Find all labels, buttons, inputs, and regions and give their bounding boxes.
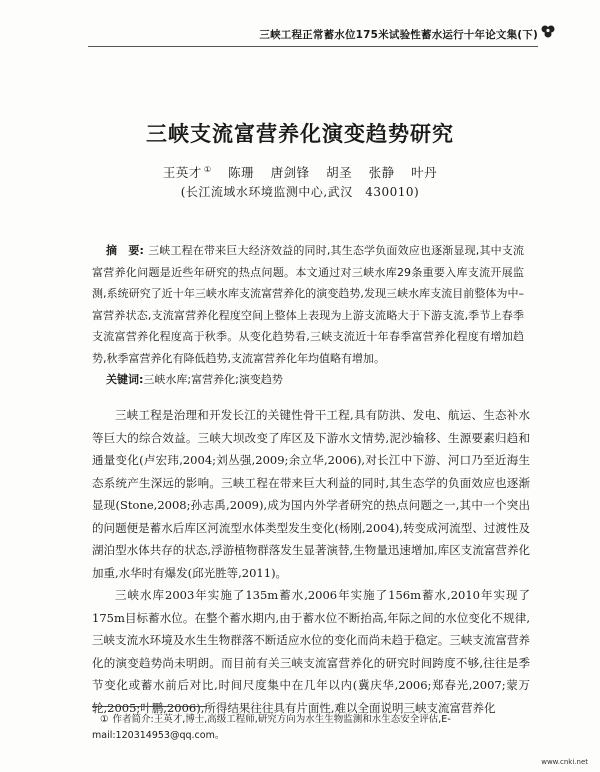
body-text [92,404,530,719]
author-name: 陈珊 [228,165,255,180]
paper-title: 三峡支流富营养化演变趋势研究 [146,121,454,146]
author-note-mark: ① [203,164,212,174]
author-name: 胡圣 [326,165,353,180]
author-name: 唐剑锋 [270,165,310,180]
author-name: 王英才 [162,165,202,180]
body-paragraph: 三峡水库2003年实施了135m蓄水,2006年实施了156m蓄水,2010年实现了175m目标蓄水位。在整个蓄水期内,由于蓄水位不断抬高,年际之间的水位变化不规律,三峡支流水环境及水生生物群落不断适应水位的变化而尚未趋于稳定。三峡支流富营养化的演变趋势尚未明朗。而目前有关三峡支流富营养化的研究时间跨度不够,往往是季节变化或蓄水前后对比,时间尺度集中在几年以内(冀庆华,2006;郑春光,2007;蒙万轮,2005;叶鹏,2006),所得结果往往具有片面性,难以全面说明三峡支流富营养化 [92,588,530,715]
footnote [92,712,530,744]
keywords-text: 三峡水库;富营养化;演变趋势 [143,373,283,386]
header-rule [88,46,538,47]
footnote-mark: ① [100,714,109,725]
author-name: 叶丹 [411,165,438,180]
footnote-rule [92,706,207,707]
keywords [92,370,524,390]
page-stamp: www.cnki.net [541,758,588,766]
running-head: 三峡工程正常蓄水位175米试验性蓄水运行十年论文集(下) [259,29,538,41]
abstract-text: 三峡工程在带来巨大经济效益的同时,其生态学负面效应也逐渐显现,其中支流富营养化问题是近些年研究的热点问题。本文通过对三峡水库29条重要入库支流开展监测,系统研究了近十年三峡水库支流富营养化的演变趋势,发现三峡水库支流目前整体为中–富营养状态,支流富营养化程度空间上整体上表现为上游支流略大于下游支流,季节上春季支流富营养化程度高于秋季。从变化趋势看,三峡支流近十年春季富营养化程度有增加趋势,秋季富营养化有降低趋势,支流富营养化年均值略有增加。 [92,244,524,365]
author-list [0,163,600,181]
author-name: 张静 [368,165,395,180]
body-paragraph: 三峡工程是治理和开发长江的关键性骨干工程,具有防洪、发电、航运、生态补水等巨大的综合效益。三峡大坝改变了库区及下游水文情势,泥沙输移、生源要素归趋和通量变化(卢宏玮,2004;刘丛强,2009;余立华,2006),对长江中下游、河口乃至近海生态系统产生深远的影响。三峡工程在带来巨大利益的同时,其生态学的负面效应也逐渐显现(Stone,2008;孙志禹,2009),成为国内外学者研究的热点问题之一,其中一个突出的问题便是蓄水后库区河流型水体类型发生变化(杨刚,2004),转变成河流型、过渡性及湖泊型水体共存的状态,浮游植物群落发生显著演替,生物量迅速增加,库区支流富营养化加重,水华时有爆发(邱光胜等,2011)。 [92,408,530,580]
abstract [92,240,524,369]
abstract-label: 摘 要: [106,244,144,257]
keywords-label: 关键词: [106,373,144,386]
affiliation: (长江流域水环境监测中心,武汉 430010) [180,185,420,199]
footnote-text: 作者简介:王英才,博士,高级工程师,研究方向为水生生物监测和水生态安全评估,E-mail:120314953@qq.com。 [92,714,451,741]
flower-ornament-icon [540,24,556,38]
